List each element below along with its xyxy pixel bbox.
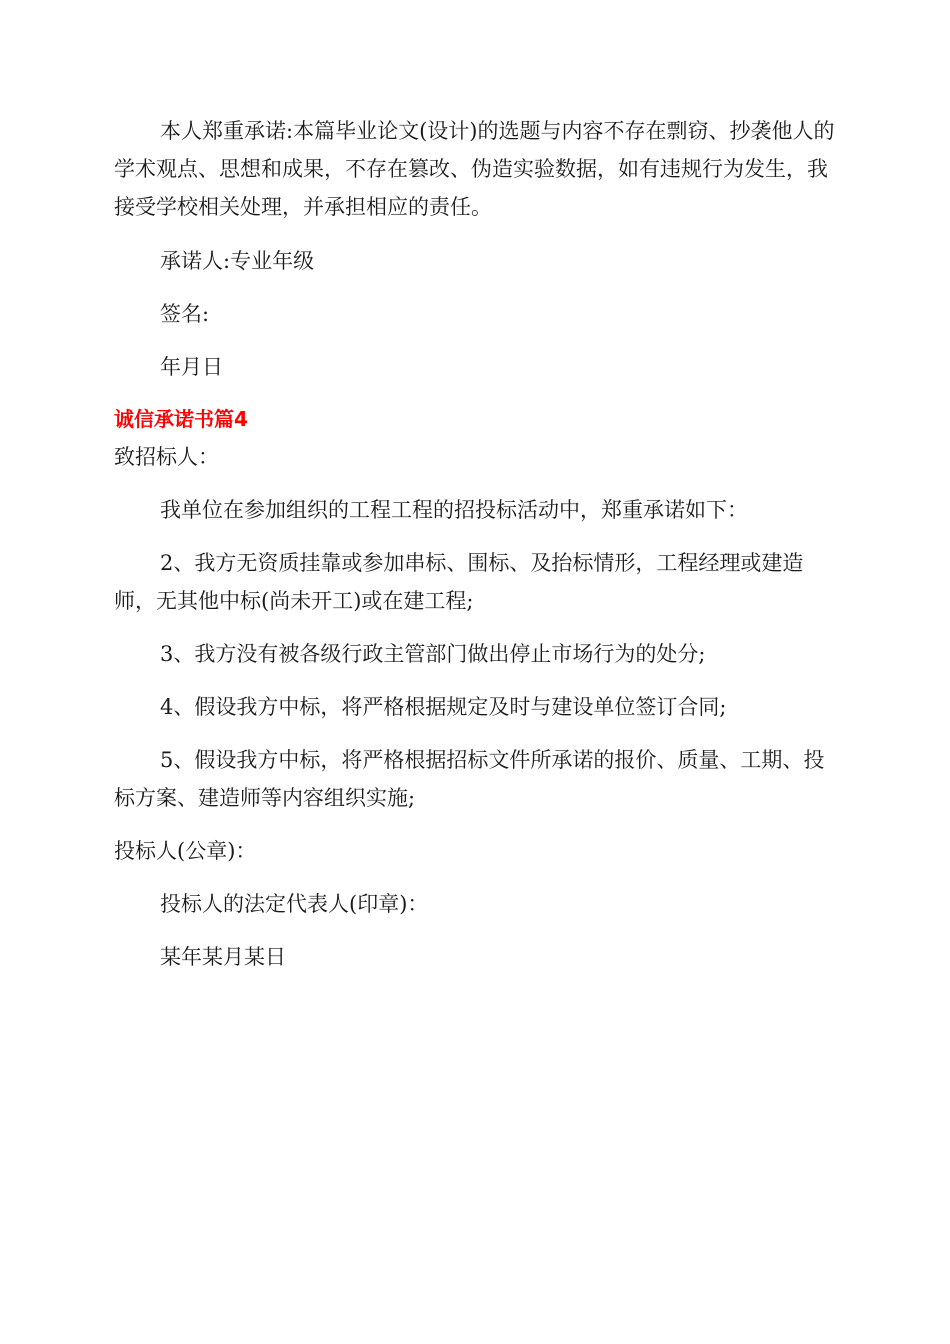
document-body (114, 112, 836, 976)
intro-paragraph: 我单位在参加组织的工程工程的招投标活动中，郑重承诺如下： (160, 498, 748, 522)
bidder-seal-line: 投标人(公章)： (114, 839, 257, 863)
legal-representative-line: 投标人的法定代表人(印章)： (160, 892, 429, 916)
list-item: 3、我方没有被各级行政主管部门做出停止市场行为的处分; (160, 642, 706, 666)
signature-line: 签名: (160, 302, 210, 326)
list-item: 2、我方无资质挂靠或参加串标、围标、及抬标情形，工程经理或建造师，无其他中标(尚未开工)或在建工程; (114, 551, 804, 613)
section-heading: 诚信承诺书篇4 (114, 407, 248, 431)
date-line: 年月日 (160, 355, 223, 379)
list-item: 4、假设我方中标，将严格根据规定及时与建设单位签订合同; (160, 695, 727, 719)
closing-date-line: 某年某月某日 (160, 945, 286, 969)
list-item: 5、假设我方中标，将严格根据招标文件所承诺的报价、质量、工期、投标方案、建造师等内容组织实施; (114, 748, 825, 810)
promisor-line: 承诺人:专业年级 (160, 249, 315, 273)
salutation-line: 致招标人： (114, 445, 219, 469)
pledge-paragraph: 本人郑重承诺:本篇毕业论文(设计)的选题与内容不存在剽窃、抄袭他人的学术观点、思想和成果，不存在篡改、伪造实验数据，如有违规行为发生，我接受学校相关处理，并承担相应的责任。 (114, 119, 835, 219)
